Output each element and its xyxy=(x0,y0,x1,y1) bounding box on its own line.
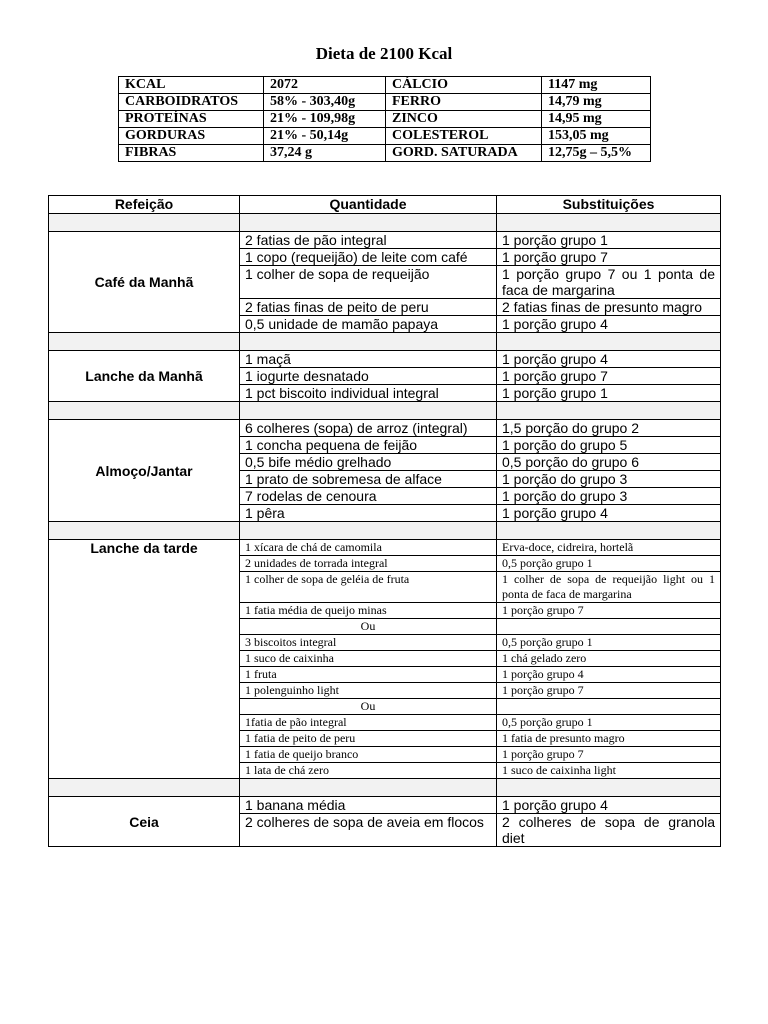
summary-value: 1147 mg xyxy=(542,77,651,94)
quantity-cell: 2 unidades de torrada integral xyxy=(240,556,497,572)
summary-row xyxy=(119,77,651,94)
quantity-cell: 1 suco de caixinha xyxy=(240,651,497,667)
summary-label: KCAL xyxy=(119,77,264,94)
spacer-row xyxy=(49,214,721,232)
table-row xyxy=(49,540,721,556)
substitution-cell: 2 fatias finas de presunto magro xyxy=(497,299,721,316)
substitution-cell: 1 porção grupo 7 xyxy=(497,747,721,763)
substitution-cell: 1,5 porção do grupo 2 xyxy=(497,420,721,437)
quantity-cell: 1 pêra xyxy=(240,505,497,522)
spacer-row xyxy=(49,522,721,540)
meal-name: Café da Manhã xyxy=(49,232,240,333)
summary-label: ZINCO xyxy=(386,111,542,128)
spacer-cell xyxy=(49,214,240,232)
substitution-cell: 1 porção grupo 7 ou 1 ponta de faca de margarina xyxy=(497,266,721,299)
quantity-cell: 1 iogurte desnatado xyxy=(240,368,497,385)
substitution-cell: 1 porção grupo 4 xyxy=(497,667,721,683)
summary-value: 153,05 mg xyxy=(542,128,651,145)
spacer-cell xyxy=(240,402,497,420)
spacer-cell xyxy=(240,214,497,232)
summary-row xyxy=(119,111,651,128)
meal-name: Lanche da tarde xyxy=(49,540,240,779)
summary-value: 37,24 g xyxy=(264,145,386,162)
quantity-cell: Ou xyxy=(240,619,497,635)
summary-label: CARBOIDRATOS xyxy=(119,94,264,111)
summary-value: 12,75g – 5,5% xyxy=(542,145,651,162)
spacer-cell xyxy=(49,402,240,420)
substitution-cell: 0,5 porção grupo 1 xyxy=(497,715,721,731)
quantity-cell: 1 lata de chá zero xyxy=(240,763,497,779)
summary-value: 21% - 50,14g xyxy=(264,128,386,145)
summary-label: COLESTEROL xyxy=(386,128,542,145)
quantity-cell: 1 fatia média de queijo minas xyxy=(240,603,497,619)
quantity-cell: 1 fatia de peito de peru xyxy=(240,731,497,747)
substitution-cell: 1 porção do grupo 3 xyxy=(497,471,721,488)
page-title: Dieta de 2100 Kcal xyxy=(315,44,453,63)
quantity-cell: 0,5 bife médio grelhado xyxy=(240,454,497,471)
quantity-cell: 1 prato de sobremesa de alface xyxy=(240,471,497,488)
spacer-cell xyxy=(497,333,721,351)
quantity-cell: 1 maçã xyxy=(240,351,497,368)
substitution-cell: 1 porção do grupo 5 xyxy=(497,437,721,454)
summary-row xyxy=(119,145,651,162)
summary-label: FIBRAS xyxy=(119,145,264,162)
spacer-cell xyxy=(240,779,497,797)
spacer-row xyxy=(49,333,721,351)
substitution-cell: 1 porção grupo 4 xyxy=(497,316,721,333)
spacer-cell xyxy=(49,333,240,351)
summary-label: GORDURAS xyxy=(119,128,264,145)
meal-name: Lanche da Manhã xyxy=(49,351,240,402)
table-row xyxy=(49,351,721,368)
summary-value: 58% - 303,40g xyxy=(264,94,386,111)
quantity-cell: 6 colheres (sopa) de arroz (integral) xyxy=(240,420,497,437)
table-row xyxy=(49,232,721,249)
quantity-cell: 1 fruta xyxy=(240,667,497,683)
quantity-cell: 2 fatias de pão integral xyxy=(240,232,497,249)
quantity-cell: 1 banana média xyxy=(240,797,497,814)
quantity-cell: Ou xyxy=(240,699,497,715)
substitution-cell: 1 suco de caixinha light xyxy=(497,763,721,779)
substitution-cell: 1 porção grupo 4 xyxy=(497,351,721,368)
summary-label: GORD. SATURADA xyxy=(386,145,542,162)
header-row xyxy=(49,196,721,214)
spacer-row xyxy=(49,402,721,420)
substitution-cell: 1 porção grupo 4 xyxy=(497,797,721,814)
substitution-cell: 0,5 porção do grupo 6 xyxy=(497,454,721,471)
substitution-cell: 1 porção do grupo 3 xyxy=(497,488,721,505)
quantity-cell: 3 biscoitos integral xyxy=(240,635,497,651)
quantity-cell: 1 colher de sopa de geléia de fruta xyxy=(240,572,497,603)
substitution-cell xyxy=(497,699,721,715)
substitution-cell: 0,5 porção grupo 1 xyxy=(497,635,721,651)
quantity-cell: 1 fatia de queijo branco xyxy=(240,747,497,763)
substitution-cell: 2 colheres de sopa de granola diet xyxy=(497,814,721,847)
spacer-cell xyxy=(497,779,721,797)
summary-row xyxy=(119,94,651,111)
table-row xyxy=(49,420,721,437)
quantity-cell: 0,5 unidade de mamão papaya xyxy=(240,316,497,333)
substitution-cell: 1 chá gelado zero xyxy=(497,651,721,667)
spacer-cell xyxy=(497,522,721,540)
quantity-cell: 1 copo (requeijão) de leite com café xyxy=(240,249,497,266)
spacer-cell xyxy=(497,214,721,232)
header-substituicoes: Substituições xyxy=(497,196,721,214)
substitution-cell: 1 porção grupo 7 xyxy=(497,368,721,385)
quantity-cell: 1fatia de pão integral xyxy=(240,715,497,731)
spacer-row xyxy=(49,779,721,797)
summary-value: 14,95 mg xyxy=(542,111,651,128)
meal-name: Almoço/Jantar xyxy=(49,420,240,522)
summary-label: FERRO xyxy=(386,94,542,111)
nutrition-summary-table xyxy=(118,76,651,162)
summary-value: 14,79 mg xyxy=(542,94,651,111)
meal-name: Ceia xyxy=(49,797,240,847)
table-row xyxy=(49,797,721,814)
substitution-cell: 0,5 porção grupo 1 xyxy=(497,556,721,572)
substitution-cell: 1 porção grupo 4 xyxy=(497,505,721,522)
quantity-cell: 1 xícara de chá de camomila xyxy=(240,540,497,556)
header-refeicao: Refeição xyxy=(49,196,240,214)
quantity-cell: 2 fatias finas de peito de peru xyxy=(240,299,497,316)
quantity-cell: 1 polenguinho light xyxy=(240,683,497,699)
summary-value: 21% - 109,98g xyxy=(264,111,386,128)
summary-label: CÁLCIO xyxy=(386,77,542,94)
substitution-cell: 1 porção grupo 1 xyxy=(497,232,721,249)
spacer-cell xyxy=(497,402,721,420)
substitution-cell: 1 fatia de presunto magro xyxy=(497,731,721,747)
quantity-cell: 1 concha pequena de feijão xyxy=(240,437,497,454)
spacer-cell xyxy=(49,522,240,540)
summary-label: PROTEÍNAS xyxy=(119,111,264,128)
substitution-cell: Erva-doce, cidreira, hortelã xyxy=(497,540,721,556)
quantity-cell: 1 pct biscoito individual integral xyxy=(240,385,497,402)
substitution-cell xyxy=(497,619,721,635)
quantity-cell: 7 rodelas de cenoura xyxy=(240,488,497,505)
substitution-cell: 1 porção grupo 7 xyxy=(497,683,721,699)
substitution-cell: 1 colher de sopa de requeijão light ou 1 ponta de faca de margarina xyxy=(497,572,721,603)
spacer-cell xyxy=(240,333,497,351)
spacer-cell xyxy=(240,522,497,540)
meal-plan-table xyxy=(48,195,721,847)
substitution-cell: 1 porção grupo 7 xyxy=(497,249,721,266)
substitution-cell: 1 porção grupo 1 xyxy=(497,385,721,402)
substitution-cell: 1 porção grupo 7 xyxy=(497,603,721,619)
header-quantidade: Quantidade xyxy=(240,196,497,214)
summary-value: 2072 xyxy=(264,77,386,94)
quantity-cell: 1 colher de sopa de requeijão xyxy=(240,266,497,299)
spacer-cell xyxy=(49,779,240,797)
quantity-cell: 2 colheres de sopa de aveia em flocos xyxy=(240,814,497,847)
summary-row xyxy=(119,128,651,145)
